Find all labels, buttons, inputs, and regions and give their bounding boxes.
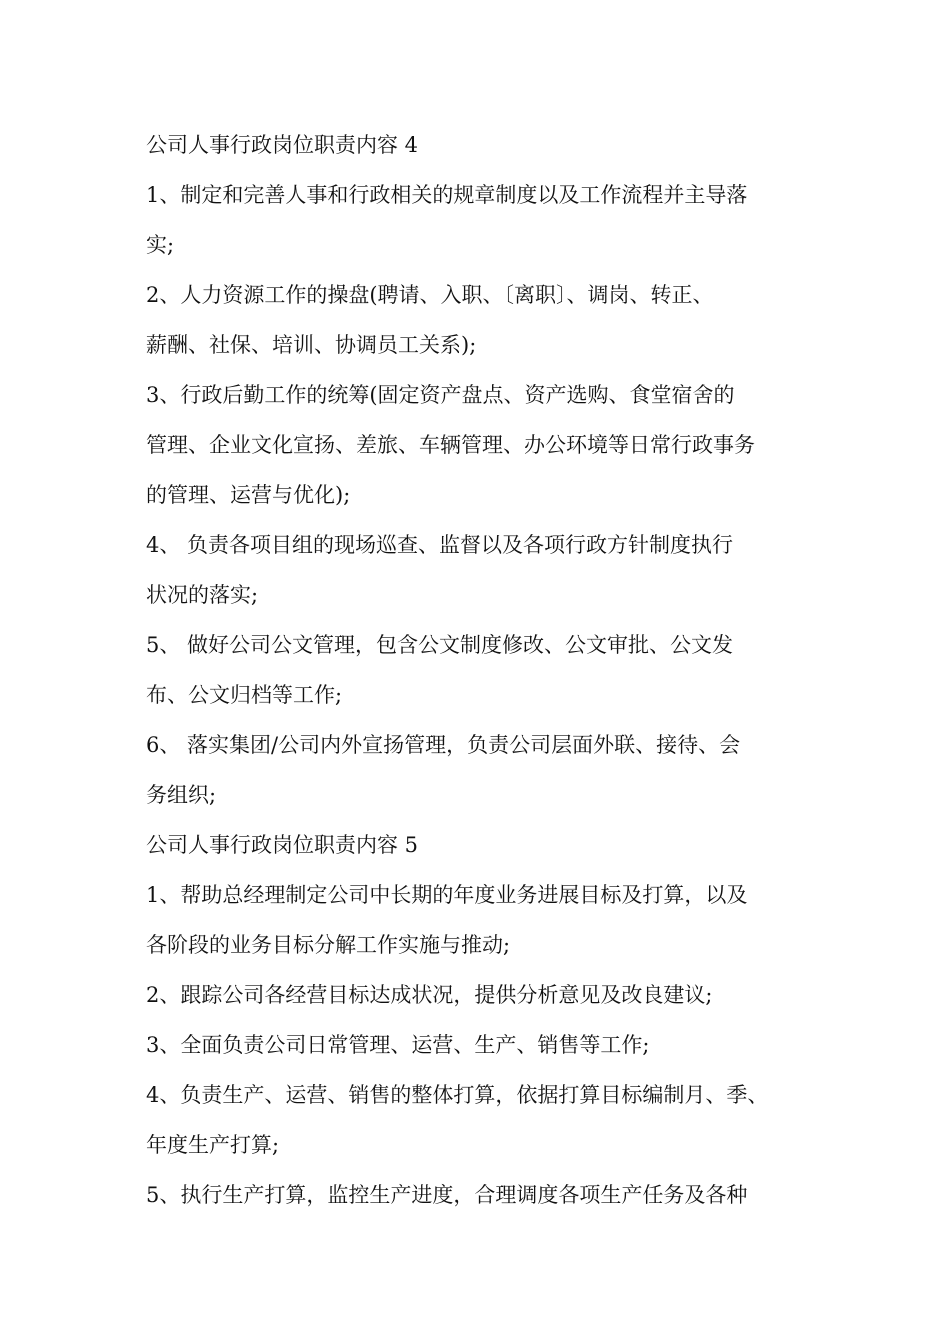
paragraph-line: 3、全面负责公司日常管理、运营、生产、销售等工作; (146, 1033, 650, 1057)
document-body (146, 120, 826, 1220)
paragraph-line: 实; (146, 233, 175, 257)
paragraph-line: 的管理、运营与优化); (146, 483, 351, 507)
paragraph-line: 4、 负责各项目组的现场巡查、监督以及各项行政方针制度执行 (146, 533, 734, 557)
section-heading: 公司人事行政岗位职责内容 4 (146, 133, 419, 157)
section-heading: 公司人事行政岗位职责内容 5 (146, 833, 419, 857)
paragraph-line: 1、制定和完善人事和行政相关的规章制度以及工作流程并主导落 (146, 183, 748, 207)
paragraph-line: 2、人力资源工作的操盘(聘请、入职、〔离职〕、调岗、转正、 (146, 283, 714, 307)
paragraph-line: 4、负责生产、运营、销售的整体打算，依据打算目标编制月、季、 (146, 1083, 769, 1107)
paragraph-line: 管理、企业文化宣扬、差旅、车辆管理、办公环境等日常行政事务 (146, 433, 755, 457)
paragraph-line: 各阶段的业务目标分解工作实施与推动; (146, 933, 511, 957)
paragraph-line: 状况的落实; (146, 583, 259, 607)
paragraph-line: 5、 做好公司公文管理，包含公文制度修改、公文审批、公文发 (146, 633, 734, 657)
paragraph-line: 6、 落实集团/公司内外宣扬管理，负责公司层面外联、接待、会 (146, 733, 741, 757)
paragraph-line: 务组织; (146, 783, 217, 807)
paragraph-line: 5、执行生产打算，监控生产进度，合理调度各项生产任务及各种 (146, 1183, 748, 1207)
paragraph-line: 2、跟踪公司各经营目标达成状况，提供分析意见及改良建议; (146, 983, 713, 1007)
paragraph-line: 布、公文归档等工作; (146, 683, 343, 707)
paragraph-line: 年度生产打算; (146, 1133, 280, 1157)
paragraph-line: 薪酬、社保、培训、协调员工关系); (146, 333, 477, 357)
paragraph-line: 1、帮助总经理制定公司中长期的年度业务进展目标及打算，以及 (146, 883, 748, 907)
paragraph-line: 3、行政后勤工作的统筹(固定资产盘点、资产选购、食堂宿舍的 (146, 383, 735, 407)
